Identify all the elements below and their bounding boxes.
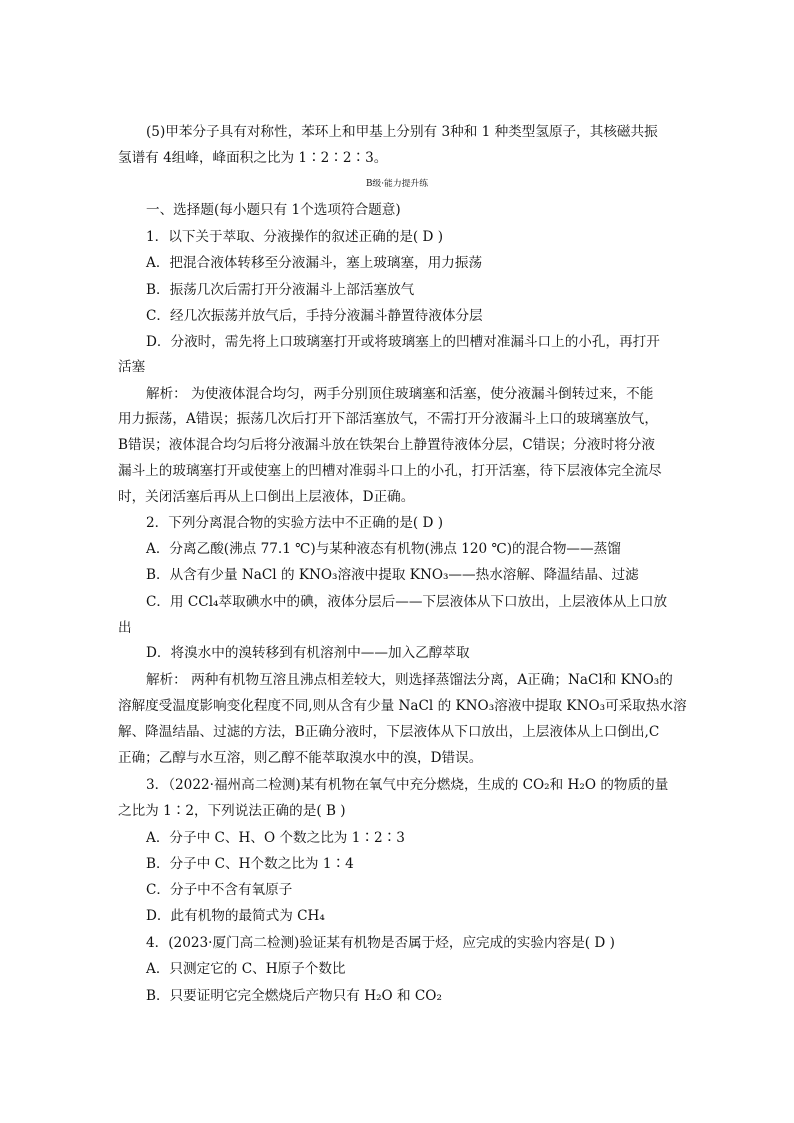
- analysis-line: 解析： 两种有机物互溶且沸点相差较大，则选择蒸馏法分离，A正确；NaCl和 KNO₃的: [146, 672, 673, 688]
- analysis-line: 解析： 为使液体混合均匀，两手分别顶住玻璃塞和活塞，使分液漏斗倒转过来，不能: [146, 386, 654, 402]
- option-line: C．经几次振荡并放气后，手持分液漏斗静置待液体分层: [146, 308, 483, 324]
- option-line: 活塞: [118, 359, 146, 375]
- analysis-line: 用力振荡，A错误；振荡几次后打开下部活塞放气，不需打开分液漏斗上口的玻璃塞放气，: [118, 411, 658, 427]
- option-line: C．分子中不含有氧原子: [146, 882, 293, 898]
- question-stem: 4．(2023·厦门高二检测)验证某有机物是否属于烃，应完成的实验内容是( D ): [146, 935, 615, 951]
- question-stem: 3．（2022·福州高二检测)某有机物在氧气中充分燃烧，生成的 CO₂和 H₂O 的物质的量: [146, 777, 669, 793]
- option-line: D．将溴水中的溴转移到有机溶剂中——加入乙醇萃取: [146, 645, 470, 661]
- analysis-line: B错误；液体混合均匀后将分液漏斗放在铁架台上静置待液体分层，C错误；分液时将分液: [118, 437, 655, 453]
- question-stem: 2．下列分离混合物的实验方法中不正确的是( D ): [146, 515, 444, 531]
- text-line: 一、选择题(每小题只有 1个选项符合题意): [146, 202, 401, 218]
- option-line: A．分子中 C、H、O 个数之比为 1∶2∶3: [146, 830, 405, 846]
- option-line: A．分离乙酸(沸点 77.1 ℃)与某种液态有机物(沸点 120 ℃)的混合物——蒸馏: [146, 541, 621, 557]
- question-stem: 1．以下关于萃取、分液操作的叙述正确的是( D ): [146, 229, 444, 245]
- analysis-line: 正确；乙醇与水互溶，则乙醇不能萃取溴水中的溴，D错误。: [118, 750, 483, 766]
- text-line: 氢谱有 4组峰，峰面积之比为 1∶2∶2∶3。: [118, 150, 388, 166]
- section-heading: B级·能力提升练: [365, 179, 429, 189]
- analysis-line: 解、降温结晶、过滤的方法，B正确分液时，下层液体从下口放出，上层液体从上口倒出,C: [118, 724, 660, 740]
- option-line: 出: [118, 620, 132, 636]
- option-line: D．此有机物的最简式为 CH₄: [146, 908, 325, 924]
- option-line: A．把混合液体转移至分液漏斗，塞上玻璃塞，用力振荡: [146, 255, 483, 271]
- option-line: D．分液时，需先将上口玻璃塞打开或将玻璃塞上的凹槽对准漏斗口上的小孔，再打开: [146, 334, 660, 350]
- option-line: B．只要证明它完全燃烧后产物只有 H₂O 和 CO₂: [146, 988, 442, 1004]
- text-line: (5)甲苯分子具有对称性，苯环上和甲基上分别有 3种和 1 种类型氢原子，其核磁共振: [146, 124, 658, 140]
- analysis-line: 时，关闭活塞后再从上口倒出上层液体，D正确。: [118, 489, 415, 505]
- option-line: C．用 CCl₄萃取碘水中的碘，液体分层后——下层液体从下口放出，上层液体从上口放: [146, 594, 668, 610]
- question-stem: 之比为 1∶2，下列说法正确的是( B ): [118, 803, 346, 819]
- option-line: A．只测定它的 C、H原子个数比: [146, 961, 346, 977]
- option-line: B．振荡几次后需打开分液漏斗上部活塞放气: [146, 282, 415, 298]
- analysis-line: 溶解度受温度影响变化程度不同,则从含有少量 NaCl 的 KNO₃溶液中提取 KNO₃可采取热水溶: [118, 698, 687, 714]
- option-line: B．分子中 C、H个数之比为 1∶4: [146, 856, 354, 872]
- option-line: B．从含有少量 NaCl 的 KNO₃溶液中提取 KNO₃——热水溶解、降温结晶、过滤: [146, 567, 639, 583]
- analysis-line: 漏斗上的玻璃塞打开或使塞上的凹槽对准弱斗口上的小孔，打开活塞，待下层液体完全流尽: [118, 463, 662, 479]
